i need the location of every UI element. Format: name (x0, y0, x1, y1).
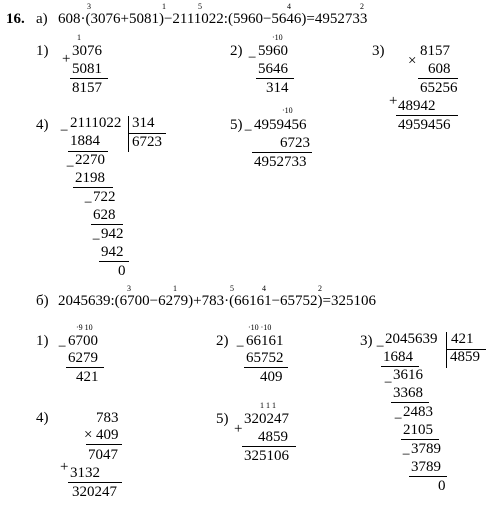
step-label: 3) (372, 43, 385, 59)
step-label: 2) (216, 333, 229, 349)
borrow-mark: ·10 ·10 (248, 323, 272, 332)
rule-line (252, 152, 312, 153)
quotient: 6723 (132, 134, 162, 150)
division-step: 1884 (70, 133, 100, 149)
borrow-mark: ·10 (282, 106, 293, 115)
operator: + (389, 93, 398, 109)
division-step: 3789 (411, 441, 441, 457)
result: 325106 (244, 448, 289, 464)
operator: + (62, 51, 71, 67)
operand: 66161 (246, 333, 284, 349)
result: 314 (266, 80, 289, 96)
division-step: 3368 (393, 385, 423, 401)
result: 4959456 (398, 117, 451, 133)
operator: − (248, 50, 257, 66)
operator: − (394, 411, 403, 427)
rule-line (396, 115, 458, 116)
rule-line (418, 78, 458, 79)
result: 409 (260, 369, 283, 385)
rule-line (68, 482, 122, 483)
result: 421 (76, 369, 99, 385)
operand: 5646 (258, 61, 288, 77)
step-label: 5) (230, 117, 243, 133)
operand: 3076 (72, 43, 102, 59)
division-step: 3789 (411, 459, 441, 475)
carry-digit: 1 (77, 33, 81, 42)
borrow-mark: ·9 10 (76, 323, 93, 332)
divisor: 421 (451, 331, 474, 347)
part-b-expression: 2045639:(6700−6279)+783·(66161−65752)=325106 (58, 293, 376, 309)
operator: × (408, 53, 417, 69)
part-a-letter: а) (36, 11, 48, 27)
division-step: 2198 (75, 170, 105, 186)
operand: 4959456 (254, 117, 307, 133)
order-mark: 5 (198, 2, 202, 11)
operand: 6279 (68, 350, 98, 366)
rule-line (391, 402, 429, 403)
partial-product: 3132 (70, 465, 100, 481)
result: 8157 (72, 80, 102, 96)
order-mark: 4 (262, 284, 266, 293)
step-label: 1) (36, 333, 49, 349)
order-mark: 2 (318, 284, 322, 293)
dividend: 2111022 (70, 115, 122, 131)
rule-line (409, 476, 447, 477)
borrow-mark: ·10 (272, 33, 283, 42)
operator: + (234, 421, 243, 437)
division-step: 2483 (403, 404, 433, 420)
order-mark: 1 (173, 284, 177, 293)
order-mark: 3 (87, 2, 91, 11)
operator: − (402, 447, 411, 463)
order-mark: 4 (287, 2, 291, 11)
partial-product: 7047 (88, 447, 118, 463)
rule-line (91, 224, 123, 225)
operator: − (236, 339, 245, 355)
operator: − (84, 195, 93, 211)
operand: 783 (96, 410, 119, 426)
order-mark: 5 (230, 284, 234, 293)
operator: + (60, 459, 69, 475)
rule-line (401, 439, 439, 440)
division-step: 3616 (393, 367, 423, 383)
division-step: 1684 (383, 349, 413, 365)
operator: − (60, 123, 69, 139)
operator: × (84, 427, 93, 443)
rule-line (86, 444, 122, 445)
operand: 4859 (258, 429, 288, 445)
division-step: 942 (101, 244, 124, 260)
result: 4952733 (254, 154, 307, 170)
operator: − (66, 159, 75, 175)
step-label: 2) (230, 43, 243, 59)
step-label: 5) (216, 411, 229, 427)
partial-product: 48942 (398, 98, 436, 114)
step-label: 3) (360, 333, 373, 349)
quotient: 4859 (450, 349, 480, 365)
problem-number: 16. (6, 11, 25, 27)
operand: 409 (96, 427, 119, 443)
operand: 6723 (280, 135, 310, 151)
division-remainder: 0 (118, 263, 126, 279)
part-a-expression: 608·(3076+5081)−2111022:(5960−5646)=4952733 (58, 11, 368, 27)
partial-product: 65256 (420, 80, 458, 96)
division-step: 722 (93, 189, 116, 205)
part-b-letter: б) (36, 293, 49, 309)
operator: − (384, 375, 393, 391)
step-label: 1) (36, 43, 49, 59)
operand: 608 (428, 61, 451, 77)
operand: 320247 (244, 411, 289, 427)
rule-line (66, 367, 104, 368)
operator: − (376, 339, 385, 355)
division-step: 2105 (403, 422, 433, 438)
order-mark: 3 (127, 284, 131, 293)
rule-line (73, 187, 113, 188)
rule-line (244, 367, 288, 368)
division-bar (446, 332, 447, 368)
step-label: 4) (36, 410, 49, 426)
division-step: 942 (101, 226, 124, 242)
rule-line (256, 78, 294, 79)
rule-line (99, 261, 129, 262)
divisor: 314 (132, 115, 155, 131)
rule-line (70, 78, 108, 79)
step-label: 4) (36, 117, 49, 133)
division-bar (128, 116, 129, 152)
operator: − (58, 339, 67, 355)
carry-digit: 1 1 1 (260, 401, 276, 410)
order-mark: 1 (162, 2, 166, 11)
division-step: 2270 (75, 152, 105, 168)
operand: 5960 (258, 43, 288, 59)
division-remainder: 0 (438, 478, 446, 494)
order-mark: 2 (360, 2, 364, 11)
result: 320247 (72, 484, 117, 500)
operand: 6700 (68, 333, 98, 349)
operator: − (244, 123, 253, 139)
rule-line (242, 446, 296, 447)
operator: − (92, 232, 101, 248)
division-step: 628 (93, 207, 116, 223)
operand: 8157 (420, 43, 450, 59)
operand: 5081 (72, 61, 102, 77)
operand: 65752 (246, 350, 284, 366)
dividend: 2045639 (385, 331, 438, 347)
